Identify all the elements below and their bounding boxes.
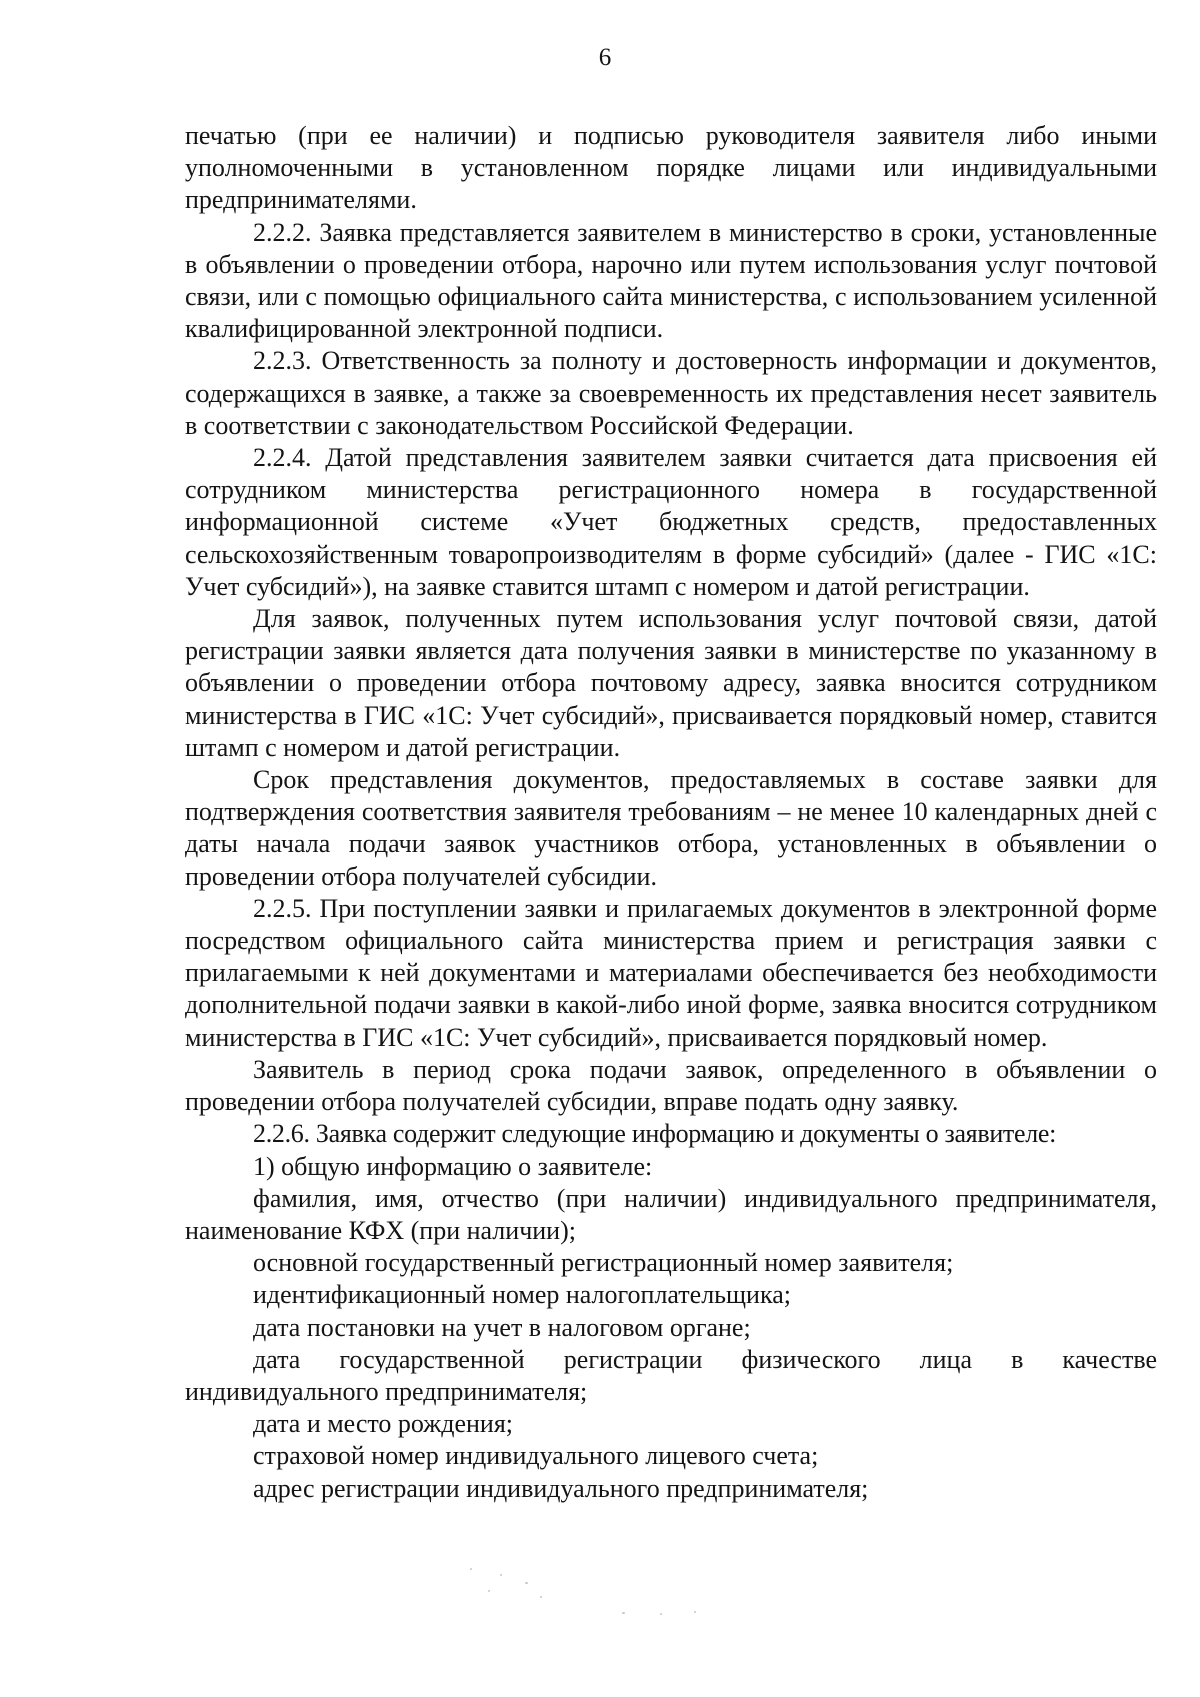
list-item-general-info: 1) общую информацию о заявителе: xyxy=(253,1151,653,1181)
paragraph-2-2-2: 2.2.2. Заявка представляется заявителем в министерство в сроки, установленные в объявлении о проведении отбора, нарочно или путем использования услуг почтовой связи, или с помощью официального сайта министерства, с использованием усиленной квалифицированной электронной подписи. xyxy=(185,217,1157,344)
list-item-birth-date-place: дата и место рождения; xyxy=(253,1409,514,1439)
page-number: 6 xyxy=(598,44,612,71)
paragraph-2-2-5: 2.2.5. При поступлении заявки и прилагаемых документов в электронной форме посредством официального сайта министерства прием и регистрация заявки с прилагаемыми к ней документами и материалами обеспечивается без необходимости дополнительной подачи заявки в какой-либо иной форме, заявка вносится сотрудником министерства в ГИС «1С: Учет субсидий», присваивается порядковый номер. xyxy=(185,893,1157,1052)
scan-speck xyxy=(470,1568,472,1570)
paragraph-2-2-6: 2.2.6. Заявка содержит следующие информацию и документы о заявителе: xyxy=(253,1119,1057,1149)
scan-speck xyxy=(694,1611,696,1613)
scan-speck xyxy=(500,1574,502,1576)
paragraph-2-2-4: 2.2.4. Датой представления заявителем заявки считается дата присвоения ей сотрудником министерства регистрационного номера в государственной информационной системе «Учет бюджетных средств, предоставленных сельскохозяйственным товаропроизводителям в форме субсидий» (далее - ГИС «1С: Учет субсидий»), на заявке ставится штамп с номером и датой регистрации. xyxy=(185,443,1157,601)
paragraph-2-2-3: 2.2.3. Ответственность за полноту и достоверность информации и документов, содержащихся в заявке, а также за своевременность их представления несет заявитель в соответствии с законодательством Российской Федерации. xyxy=(185,346,1157,440)
list-item-registration-address: адрес регистрации индивидуального предпринимателя; xyxy=(253,1473,869,1503)
document-body xyxy=(185,120,1157,1505)
list-item-state-registration-date: дата государственной регистрации физического лица в качестве индивидуального предпринимателя; xyxy=(185,1344,1157,1406)
list-item-snils: страховой номер индивидуального лицевого счета; xyxy=(253,1441,819,1471)
paragraph-one-application: Заявитель в период срока подачи заявок, определенного в объявлении о проведении отбора получателей субсидии, вправе подать одну заявку. xyxy=(185,1054,1157,1117)
scan-speck xyxy=(540,1596,542,1598)
paragraph-continuation: печатью (при ее наличии) и подписью руководителя заявителя либо иными уполномоченными в установленном порядке лицами или индивидуальными предпринимателями. xyxy=(185,121,1157,215)
paragraph-submission-deadline: Срок представления документов, предоставляемых в составе заявки для подтверждения соответствия заявителя требованиям – не менее 10 календарных дней с даты начала подачи заявок участников отбора, установленных в объявлении о проведении отбора получателей субсидии. xyxy=(185,765,1157,891)
scan-speck xyxy=(622,1612,625,1614)
list-item-tax-registration-date: дата постановки на учет в налоговом органе; xyxy=(253,1312,751,1342)
list-item-inn: идентификационный номер налогоплательщика; xyxy=(253,1280,791,1310)
scan-speck xyxy=(488,1590,490,1592)
paragraph-postal-applications: Для заявок, полученных путем использования услуг почтовой связи, датой регистрации заявки является дата получения заявки в министерстве по указанному в объявлении о проведении отбора почтовому адресу, заявка вносится сотрудником министерства в ГИС «1С: Учет субсидий», присваивается порядковый номер, ставится штамп с номером и датой регистрации. xyxy=(185,604,1157,762)
scan-speck xyxy=(660,1613,662,1615)
list-item-full-name: фамилия, имя, отчество (при наличии) индивидуального предпринимателя, наименование КФХ (при наличии); xyxy=(185,1183,1157,1245)
scan-speck xyxy=(525,1582,528,1584)
list-item-ogrn: основной государственный регистрационный номер заявителя; xyxy=(253,1248,954,1278)
